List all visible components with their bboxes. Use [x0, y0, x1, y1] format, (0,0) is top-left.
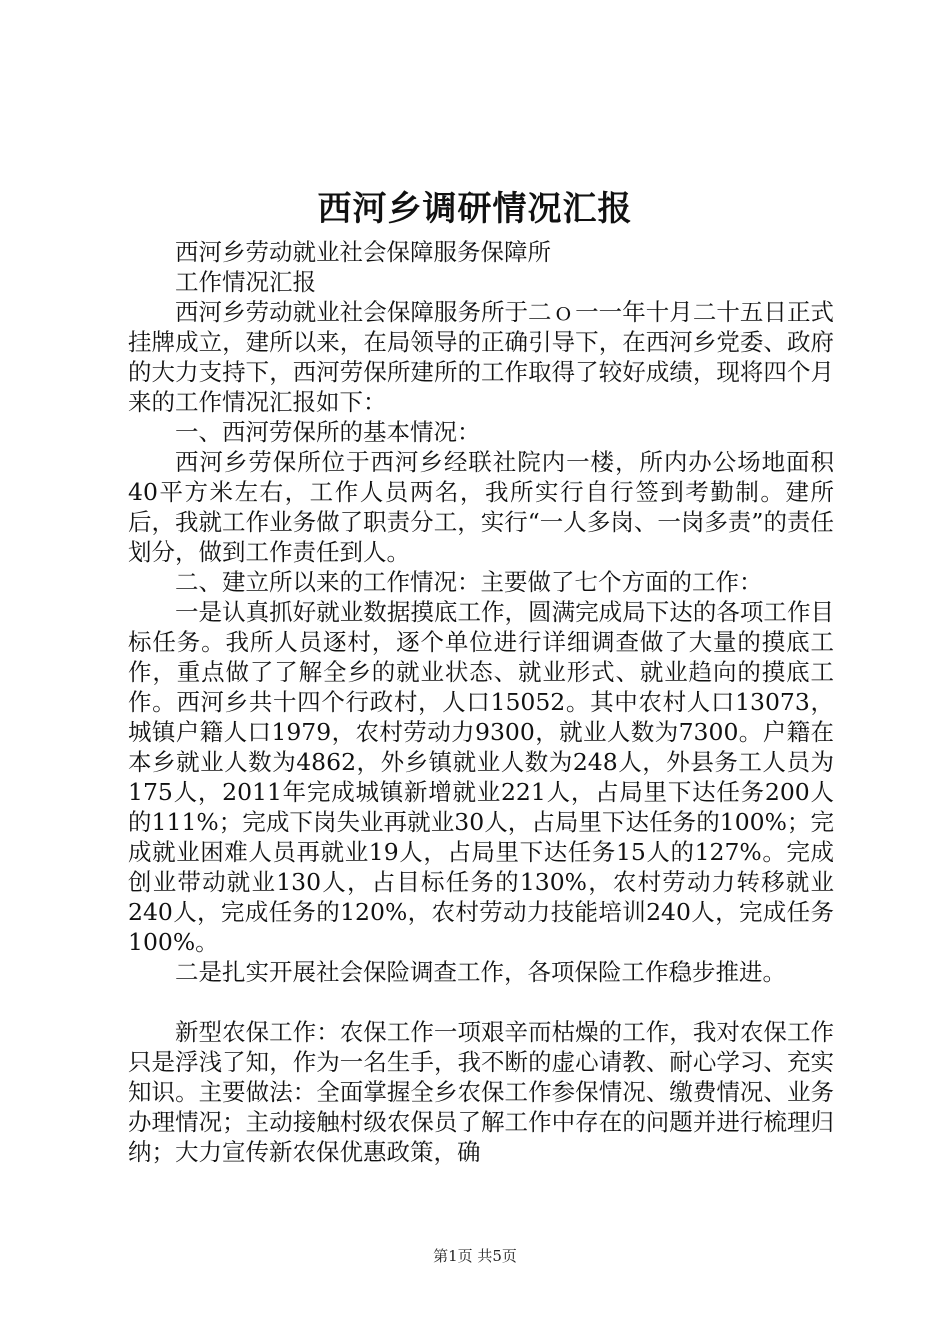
paragraph-rural-insurance: 新型农保工作：农保工作一项艰辛而枯燥的工作，我对农保工作只是浮浅了知，作为一名生手，我不断的虚心请教、耐心学习、充实知识。主要做法：全面掌握全乡农保工作参保情况、缴费情况、业务办理情况；主动接触村级农保员了解工作中存在的问题并进行梳理归纳；大力宣传新农保优惠政策，确 [128, 1018, 834, 1166]
paragraph-org-name: 西河乡劳动就业社会保障服务保障所 [175, 238, 551, 266]
document-body [128, 237, 834, 1167]
paragraph-employment-data: 一是认真抓好就业数据摸底工作，圆满完成局下达的各项工作目标任务。我所人员逐村，逐个单位进行详细调查做了大量的摸底工作，重点做了了解全乡的就业状态、就业形式、就业趋向的摸底工作。西河乡共十四个行政村，人口15052。其中农村人口13073，城镇户籍人口1979，农村劳动力9300，就业人数为7300。户籍在本乡就业人数为4862，外乡镇就业人数为248人，外县务工人员为175人，2011年完成城镇新增就业221人，占局里下达任务200人的111%；完成下岗失业再就业30人，占局里下达任务的100%；完成就业困难人员再就业19人，占局里下达任务15人的127%。完成创业带动就业130人，占目标任务的130%，农村劳动力转移就业240人，完成任务的120%，农村劳动力技能培训240人，完成任务100%。 [128, 598, 834, 956]
paragraph-social-insurance: 二是扎实开展社会保险调查工作，各项保险工作稳步推进。 [175, 958, 786, 986]
section-heading-basic-info: 一、西河劳保所的基本情况： [175, 418, 481, 446]
paragraph-basic-info: 西河乡劳保所位于西河乡经联社院内一楼，所内办公场地面积40平方米左右，工作人员两名，我所实行自行签到考勤制。建所后，我就工作业务做了职责分工，实行“一人多岗、一岗多责”的责任划分，做到工作责任到人。 [128, 448, 834, 566]
page-number-footer: 第1页 共5页 [433, 1247, 517, 1265]
document-title: 西河乡调研情况汇报 [317, 189, 633, 229]
paragraph-report-subtitle: 工作情况汇报 [175, 268, 316, 296]
paragraph-intro: 西河乡劳动就业社会保障服务所于二ｏ一一年十月二十五日正式挂牌成立，建所以来，在局领导的正确引导下，在西河乡党委、政府的大力支持下，西河劳保所建所的工作取得了较好成绩，现将四个月来的工作情况汇报如下： [128, 298, 834, 416]
section-heading-work-status: 二、建立所以来的工作情况：主要做了七个方面的工作： [175, 568, 763, 596]
